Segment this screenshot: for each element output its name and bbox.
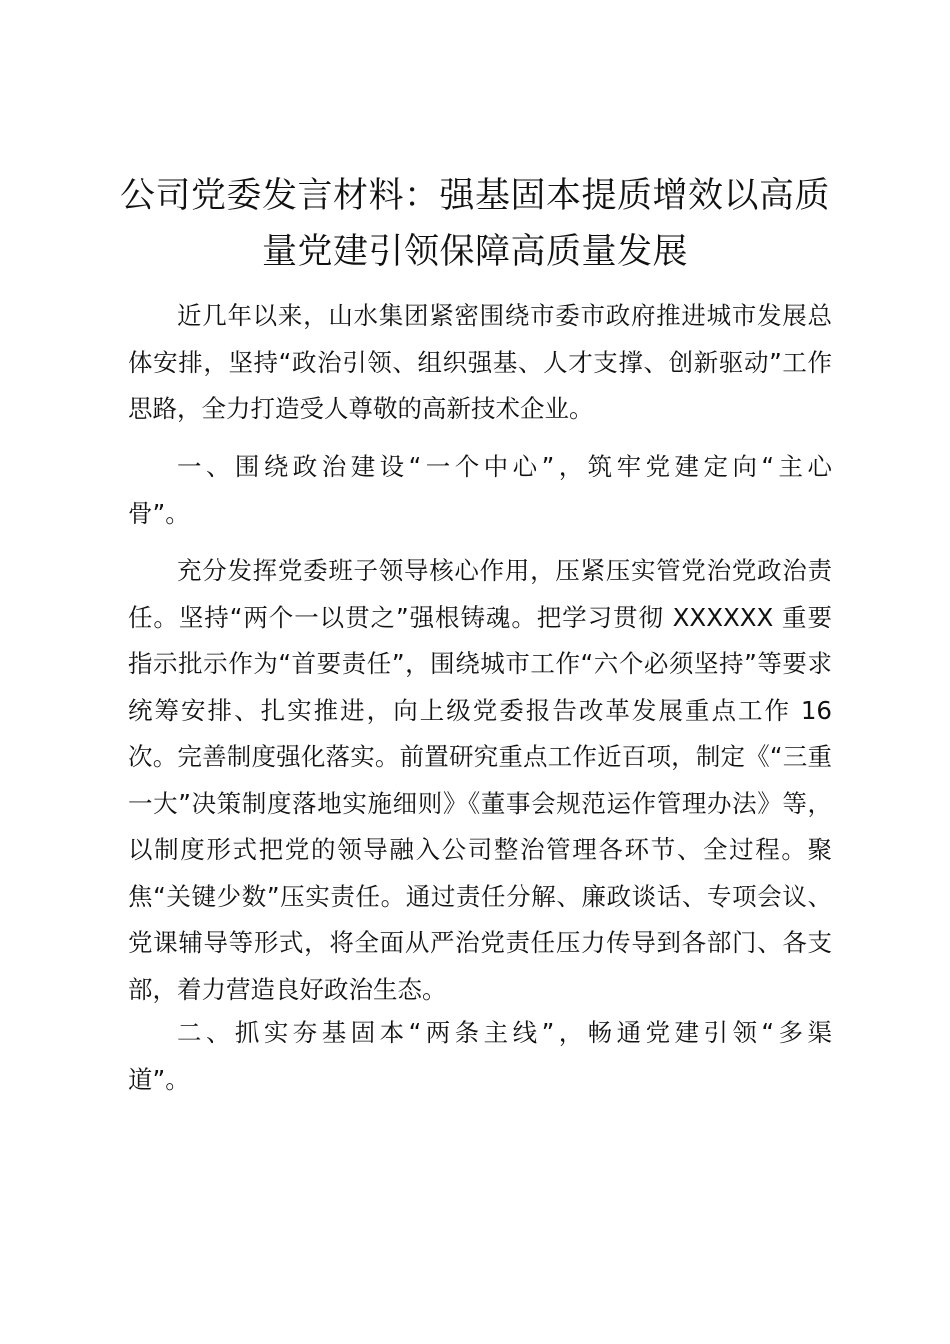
paragraph-line: 一、围绕政治建设“一个中心”，筑牢党建定向“主心: [177, 452, 832, 481]
intro-paragraph: [128, 293, 832, 433]
paragraph-line: 任。坚持“两个一以贯之”强根铸魂。把学习贯彻 XXXXXX 重要: [128, 602, 832, 632]
document-title: [100, 168, 850, 280]
paragraph-line: 部，着力营造良好政治生态。: [128, 974, 447, 1004]
body-paragraph: [128, 548, 832, 1013]
paragraph-line: 近几年以来，山水集团紧密围绕市委市政府推进城市发展总: [177, 301, 832, 330]
paragraph-line: 焦“关键少数”压实责任。通过责任分解、廉政谈话、专项会议、: [128, 881, 832, 911]
title-line: 量党建引领保障高质量发展: [261, 232, 688, 272]
paragraph-line: 一大”决策制度落地实施细则》《董事会规范运作管理办法》等，: [128, 788, 832, 818]
paragraph-line: 思路，全力打造受人尊敬的高新技术企业。: [128, 394, 594, 423]
section-heading-1: [128, 444, 832, 537]
paragraph-line: 体安排，坚持“政治引领、组织强基、人才支撑、创新驱动”工作: [128, 347, 832, 377]
paragraph-line: 骨”。: [128, 498, 190, 528]
paragraph-line: 指示批示作为“首要责任”，围绕城市工作“六个必须坚持”等要求: [128, 649, 832, 678]
paragraph-line: 充分发挥党委班子领导核心作用，压紧压实管党治党政治责: [177, 556, 832, 585]
paragraph-line: 党课辅导等形式，将全面从严治党责任压力传导到各部门、各支: [128, 928, 832, 957]
paragraph-line: 次。完善制度强化落实。前置研究重点工作近百项，制定《“三重: [128, 742, 832, 771]
section-heading-2: [128, 1010, 832, 1103]
paragraph-line: 二、抓实夯基固本“两条主线”，畅通党建引领“多渠: [177, 1018, 832, 1047]
paragraph-line: 以制度形式把党的领导融入公司整治管理各环节、全过程。聚: [128, 835, 832, 864]
paragraph-line: 道”。: [128, 1064, 190, 1094]
title-line: 公司党委发言材料：强基固本提质增效以高质: [119, 176, 830, 216]
paragraph-line: 统筹安排、扎实推进，向上级党委报告改革发展重点工作 16: [128, 695, 832, 725]
